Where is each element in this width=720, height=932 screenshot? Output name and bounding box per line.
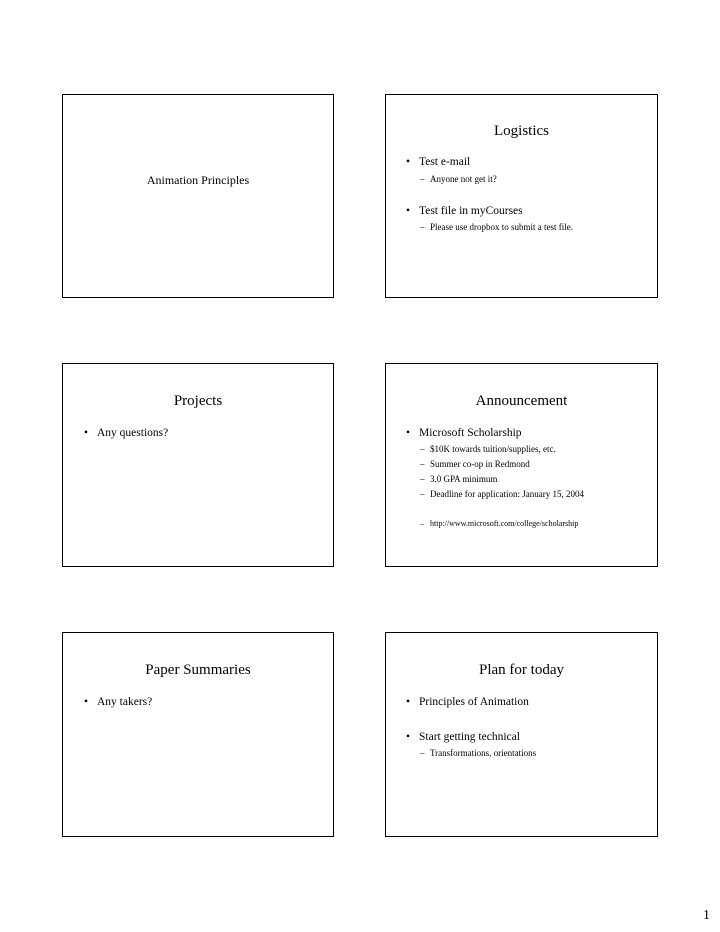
bullet-text: Start getting technical (419, 731, 520, 743)
bullet-text: Test e-mail (419, 156, 471, 168)
bullet-mark: • (406, 731, 411, 743)
sub-text: Deadline for application: January 15, 2004 (430, 489, 584, 499)
bullet-mark: • (406, 696, 411, 708)
dash-mark: – (420, 519, 424, 528)
slide-4-announcement (385, 363, 658, 567)
bullet-mark: • (406, 156, 411, 168)
dash-mark: – (420, 489, 425, 499)
bullet-mark: • (84, 696, 89, 708)
sub-text: Please use dropbox to submit a test file. (430, 222, 573, 232)
slide-5-title: Paper Summaries (145, 662, 251, 678)
slide-4-sub-3 (420, 473, 497, 485)
dash-mark: – (420, 459, 425, 469)
bullet-text: Principles of Animation (419, 696, 529, 708)
slide-4-sub-4 (420, 488, 584, 500)
bullet-mark: • (406, 427, 411, 439)
slide-6-plan-for-today (385, 632, 658, 837)
slide-5-bullet-1 (84, 695, 152, 709)
slide-6-title: Plan for today (479, 662, 564, 678)
slide-6-bullet-2 (406, 730, 520, 744)
slide-4-bullet-1 (406, 426, 522, 440)
dash-mark: – (420, 174, 425, 184)
scholarship-link[interactable]: http://www.microsoft.com/college/scholarship (430, 519, 579, 528)
dash-mark: – (420, 222, 425, 232)
bullet-text: Any takers? (97, 696, 153, 708)
sub-text: $10K towards tuition/supplies, etc. (430, 444, 556, 454)
sub-text: 3.0 GPA minimum (430, 474, 498, 484)
slide-1-animation-principles (62, 94, 334, 298)
dash-mark: – (420, 474, 425, 484)
slide-4-sub-1 (420, 443, 556, 455)
slide-4-sub-2 (420, 458, 530, 470)
slide-4-title: Announcement (475, 393, 568, 409)
bullet-mark: • (84, 427, 89, 439)
slide-2-sub-1 (420, 173, 497, 185)
slide-3-title: Projects (173, 393, 223, 409)
bullet-mark: • (406, 205, 411, 217)
page-number: 1 (703, 908, 710, 923)
slide-4-sub-5[interactable] (420, 518, 578, 530)
slide-2-bullet-2 (406, 204, 523, 218)
slide-6-bullet-1 (406, 695, 529, 709)
bullet-text: Any questions? (97, 427, 169, 439)
slide-3-bullet-1 (84, 426, 168, 440)
bullet-text: Microsoft Scholarship (419, 427, 522, 439)
slide-2-bullet-1 (406, 155, 470, 169)
dash-mark: – (420, 444, 425, 454)
slide-3-projects (62, 363, 334, 567)
slide-1-center-text: Animation Principles (146, 173, 250, 187)
slide-5-paper-summaries (62, 632, 334, 837)
slide-2-logistics (385, 94, 658, 298)
slide-2-title: Logistics (494, 123, 549, 139)
slide-2-sub-2 (420, 221, 573, 233)
bullet-text: Test file in myCourses (419, 205, 523, 217)
sub-text: Transformations, orientations (430, 748, 537, 758)
sub-text: Anyone not get it? (430, 174, 497, 184)
dash-mark: – (420, 748, 425, 758)
slide-6-sub-1 (420, 747, 536, 759)
sub-text: Summer co-op in Redmond (430, 459, 530, 469)
